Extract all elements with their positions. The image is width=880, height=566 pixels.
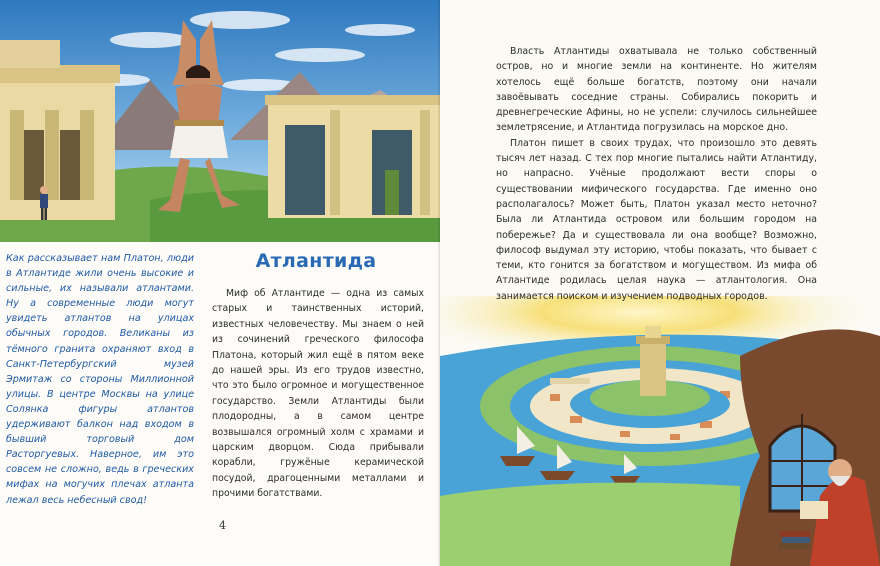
- page-number: 4: [219, 519, 226, 532]
- intro-paragraph: Миф об Атлантиде — одна из самых старых и таинственных историй, известных человечеству. Мы знаем о ней из сочинений греческого философа Платона, который жил ещё в пятом веке до нашей эры. Из его трудов известно, что это было огромное и могущественное государство. Земли Атлантиды были плодородны, а в самом центре возвышался огромный холм с храмами и царским дворцом. Сюда прибывали корабли, гружёные керамической посудой, драгоценными металлами и прочими богатствами.: [212, 288, 424, 500]
- article-title: Атлантида: [255, 250, 377, 272]
- palace-right: [265, 95, 440, 218]
- temple: [636, 326, 670, 396]
- right-page: [440, 0, 880, 566]
- palace-left: [0, 40, 120, 220]
- atlas-illustration: [0, 0, 440, 242]
- right-paragraph-1: Власть Атлантиды охватывала не только собственный остров, но и многие земли на континенте. Но жителям хотелось ещё больше богатств, поэтому они начали завоёвывать соседние страны. Собирались покорить и древнегреческие Афины, но не успели: случилось сильнейшее землетрясение, и Атлантида погрузилась на морское дно.: [496, 46, 817, 134]
- books: [778, 531, 810, 549]
- sidebar-caption: Как рассказывает нам Платон, люди в Атлантиде жили очень высокие и сильные, их называли атлантами. Ну а современные люди могут увидеть атлантов на улицах обычных городов. Великаны из тёмного гранита охраняют вход в Санкт-Петербургский музей Эрмитаж со стороны Миллионной улицы. В центре Москвы на улице Солянка фигуры атлантов удерживают балкон над входом в бывший торговый дом Расторгуевых. Наверное, им это совсем не сложно, ведь в греческих мифах на могучих плечах атланта лежал весь небесный свод!: [6, 253, 194, 506]
- right-text-block: [496, 44, 817, 304]
- right-paragraph-2: Платон пишет в своих трудах, что произошло это девять тысяч лет назад. С тех пор многие пытались найти Атлантиду, но напрасно. Учёные продолжают вести споры о существовании мифического государства. Где именно оно располагалось? Может быть, Платон указал место неточно? Была ли Атлантида островом или большим городом на побережье? Да и существовала ли она вообще? Возможно, философ выдумал эту историю, чтобы показать, что бывает с теми, кто гонится за богатством и могуществом. Из мифа об Атлантиде родилась целая наука — атлантология. Она занимается поиском и изучением подводных городов.: [496, 137, 817, 302]
- bridge: [550, 378, 590, 384]
- atlantis-city-illustration: [440, 296, 880, 566]
- shore: [440, 483, 740, 566]
